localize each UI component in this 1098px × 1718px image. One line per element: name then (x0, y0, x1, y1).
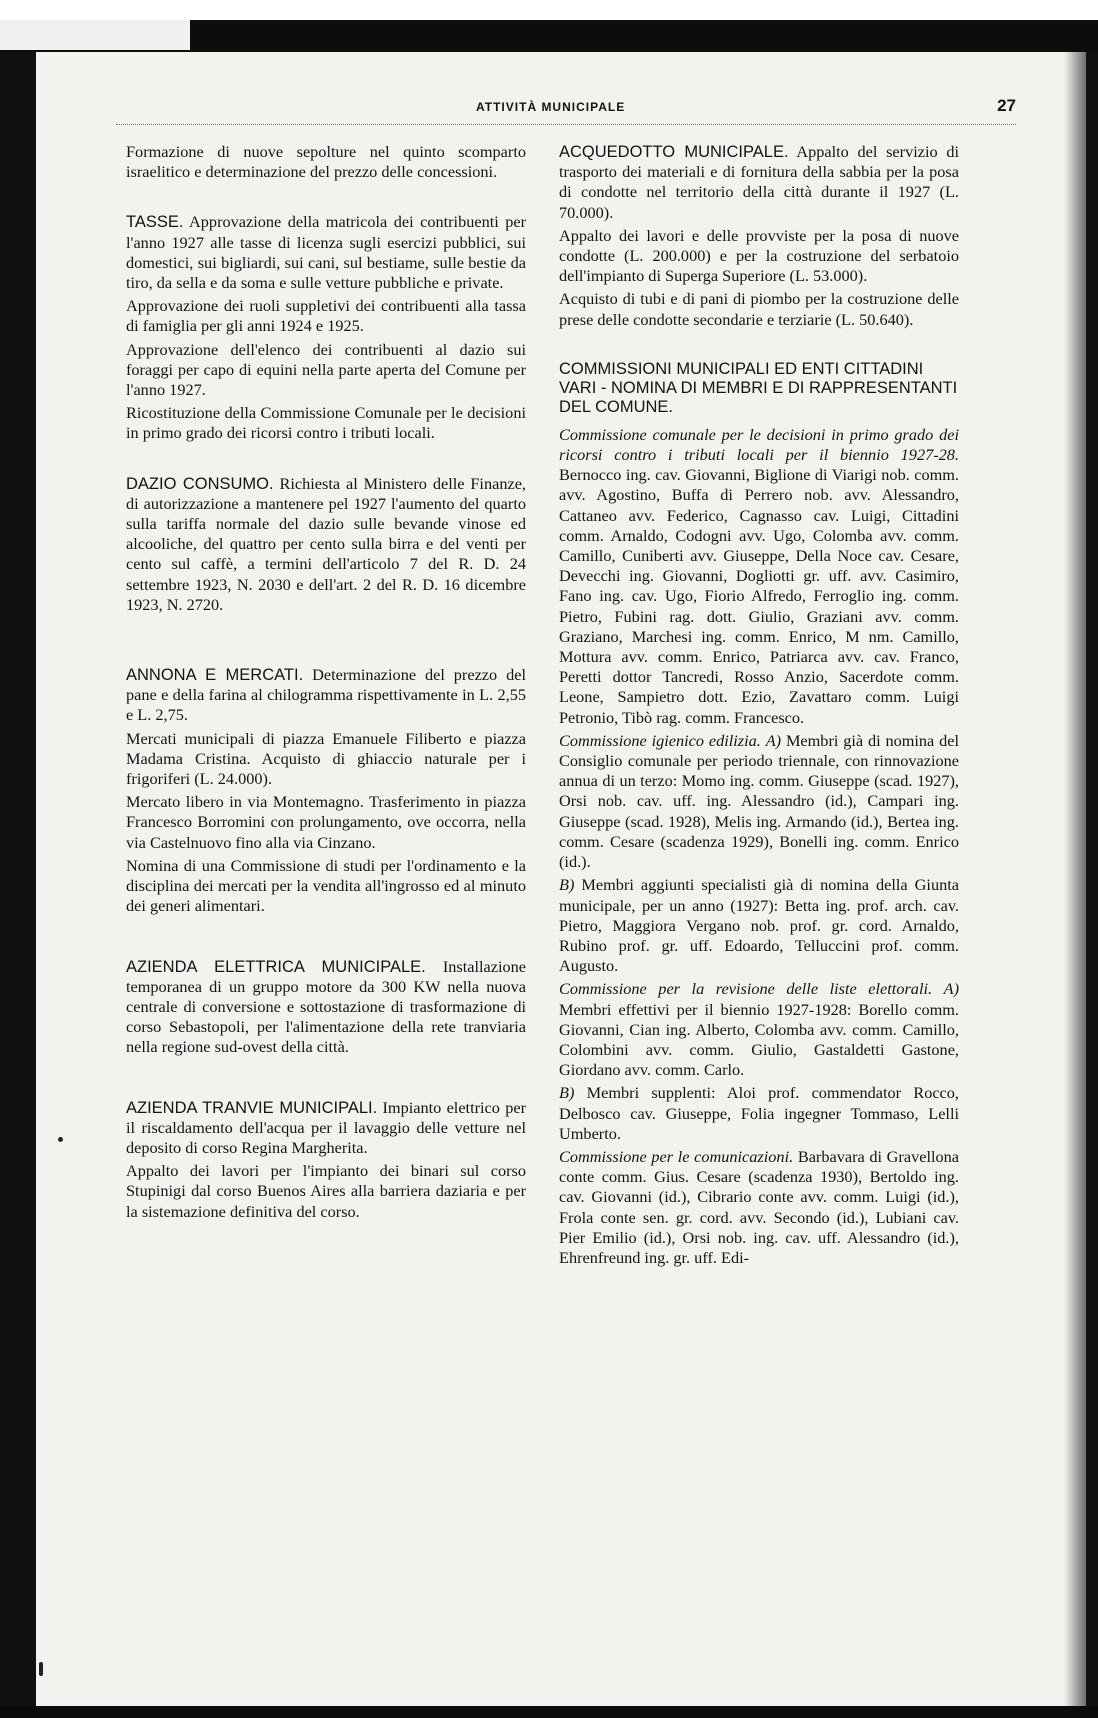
tributi-text: Bernocco ing. cav. Giovanni, Biglione di Viarigi nob. comm. avv. Agostino, Buffa di Perrero nob. avv. Alessandro, Cattaneo avv. Federico, Cagnasso cav. Luigi, Cittadini comm. Arnaldo, Codogni avv. Ugo, Colomba avv. comm. Camillo, Cuniberti avv. Giuseppe, Della Noce cav. Cesare, Devecchi ing. Giovanni, Dogliotti gr. uff. avv. Casimiro, Fano ing. cav. Ugo, Fiorio Alfredo, Ferroglio ing. comm. Pietro, Fubini rag. dott. Giulio, Graziani avv. comm. Graziano, Marchesi ing. comm. Enrico, M nm. Camillo, Mottura avv. comm. Enrico, Patriarca avv. cav. Franco, Peretti dottor Tancredi, Rosso Anzio, Sacerdote comm. Leone, Sampietro dott. Ezio, Zavattaro comm. Luigi Petronio, Tibò rag. comm. Francesco. (559, 465, 959, 727)
dazio-paragraph-1 (126, 474, 526, 615)
tasse-text-1: Approvazione della matricola dei contribuenti per l'anno 1927 alle tasse di licenza sugli esercizi pubblici, sui domestici, sui bigliardi, sui cani, sul bestiame, sulle bestie da tiro, da sella e da soma e sulle vetture pubbliche e private. (126, 212, 527, 293)
liste-a-label: A) (943, 979, 959, 999)
comunicazioni-text: Barbavara di Gravellona conte comm. Gius. Cesare (scadenza 1930), Bertoldo ing. cav. Giovanni (id.), Cibrario conte avv. comm. Luigi (id.), Frola conte sen. gr. cord. avv. Secondo (id.), Lubiani cav. Pier Emilio (id.), Orsi nob. ing. cav. uff. Alessandro (id.), Ehrenfreund ing. gr. uff. Edi- (559, 1146, 960, 1267)
scan-top-border (0, 0, 1098, 52)
document-page (36, 52, 1086, 1706)
tranvie-paragraph-2: Appalto dei lavori per l'impianto dei binari sul corso Stupinigi dal corso Buenos Aires alla barriera daziaria e per la sistemazione definitiva del corso. (126, 1161, 526, 1221)
scan-speck (39, 1662, 43, 1676)
scan-speck (58, 1137, 63, 1142)
intro-paragraph: Formazione di nuove sepolture nel quinto scomparto israelitico e determinazione del prezzo delle concessioni. (126, 142, 526, 182)
right-column (559, 142, 959, 1271)
left-column (126, 142, 526, 1225)
tasse-paragraph-3: Approvazione dell'elenco dei contribuenti al dazio sui foraggi per capo di equini nella parte aperta del Comune per l'anno 1927. (126, 339, 526, 400)
annona-text-1: Determinazione del prezzo del pane e della farina al chilogramma rispettivamente in L. 2,55 e L. 2,75. (126, 665, 526, 725)
annona-paragraph-2: Mercati municipali di piazza Emanuele Filiberto e piazza Madama Cristina. Acquisto di ghiaccio naturale per i frigoriferi (L. 24.000). (126, 728, 526, 789)
section-heading-dazio: DAZIO CONSUMO. (126, 474, 274, 493)
annona-paragraph-4: Nomina di una Commissione di studi per l'ordinamento e la disciplina dei mercati per la vendita all'ingrosso ed al minuto dei generi alimentari. (126, 855, 526, 916)
acquedotto-paragraph-2: Appalto dei lavori e delle provviste per la posa di nuove condotte (L. 200.000) e per la costruzione del serbatoio dell'impianto di Superga Superiore (L. 53.000). (559, 225, 959, 286)
acquedotto-paragraph-1 (559, 142, 959, 223)
annona-paragraph-1 (126, 665, 526, 726)
liste-paragraph-a (559, 979, 959, 1080)
liste-a-text: Membri effettivi per il biennio 1927-1928: Borello comm. Giovanni, Cian ing. Alberto, Colomba avv. comm. Camillo, Colombini avv. comm. Giulio, Gastaldetti Gastone, Giordano avv. comm. Carlo. (559, 999, 959, 1080)
section-heading-commissioni: COMMISSIONI MUNICIPALI ED ENTI CITTADINI VARI - NOMINA DI MEMBRI E DI RAPPRESENTANTI DEL COMUNE. (559, 359, 958, 416)
tributi-paragraph (559, 425, 959, 728)
running-header (116, 92, 1016, 125)
elettrica-text-1: Installazione temporanea di un gruppo motore da 300 KW nella nuova centrale di conversione e sottostazione di trasformazione di corso Sebastopoli, per l'alimentazione della rete tranviaria nella regione sud-ovest della città. (126, 956, 526, 1057)
scan-bottom-border (0, 1706, 1098, 1718)
tranvie-text-1: Impianto elettrico per il riscaldamento dell'acqua per il lavaggio delle vetture nel deposito di corso Regina Margherita. (126, 1097, 526, 1157)
igienico-title: Commissione igienico edilizia. (559, 730, 761, 750)
tasse-paragraph-2: Approvazione dei ruoli suppletivi dei contribuenti alla tassa di famiglia per gli anni 1924 e 1925. (126, 296, 526, 336)
section-heading-annona: ANNONA E MERCATI. (126, 666, 304, 685)
acquedotto-paragraph-3: Acquisto di tubi e di pani di piombo per la costruzione delle prese delle condotte secondarie e terziarie (L. 50.640). (559, 289, 959, 329)
liste-b-text: Membri supplenti: Aloi prof. commendator Rocco, Delbosco cav. Giuseppe, Folia ingegner Tommaso, Lelli Umberto. (559, 1083, 959, 1143)
acquedotto-text-1: Appalto del servizio di trasporto dei materiali e di fornitura della sabbia per la posa di condotte nel territorio della città durante il 1927 (L. 70.000). (559, 142, 960, 222)
dazio-text-1: Richiesta al Ministero delle Finanze, di autorizzazione a mantenere pel 1927 l'aumento del quarto sulla tariffa normale del dazio sulle bevande vinose ed alcooliche, del quattro per cento sulla birra e del venti per cento sul caffè, a termini dell'articolo 7 del R. D. 24 settembre 1923, N. 2030 e dell'art. 2 del R. D. 16 dicembre 1923, N. 2720. (126, 473, 526, 614)
section-heading-tranvie: AZIENDA TRANVIE MUNICIPALI. (126, 1098, 378, 1117)
tasse-paragraph-4: Ricostituzione della Commissione Comunale per le decisioni in primo grado dei ricorsi contro i tributi locali. (126, 403, 526, 443)
tasse-paragraph-1 (126, 212, 526, 293)
igienico-paragraph-a (559, 731, 959, 872)
tributi-title: Commissione comunale per le decisioni in primo grado dei ricorsi contro i tributi locali per il biennio 1927-28. (559, 424, 959, 465)
igienico-a-text: Membri già di nomina del Consiglio comunale per periodo triennale, con rinnovazione annua di un terzo: Momo ing. comm. Giuseppe (scad. 1927), Orsi nob. cav. uff. ing. Alessandro (id.), Campari ing. Giuseppe (scad. 1928), Melis ing. Armando (id.), Bertea ing. comm. Cesare (scadenza 1929), Bonelli ing. comm. Enrico (id.). (559, 730, 960, 872)
igienico-a-label: A) (765, 730, 782, 750)
igienico-b-label: B) (559, 875, 575, 895)
tranvie-paragraph-1 (126, 1098, 526, 1159)
liste-paragraph-b (559, 1083, 959, 1144)
liste-title: Commissione per la revisione delle liste elettorali. (559, 979, 933, 999)
section-heading-acquedotto: ACQUEDOTTO MUNICIPALE. (559, 143, 789, 161)
running-title: ATTIVITÀ MUNICIPALE (476, 100, 626, 114)
page-edge-shadow (1064, 52, 1086, 1706)
liste-b-label: B) (559, 1083, 575, 1103)
section-heading-elettrica: AZIENDA ELETTRICA MUNICIPALE. (126, 957, 426, 976)
comunicazioni-paragraph (559, 1147, 959, 1268)
comunicazioni-title: Commissione per le comunicazioni. (559, 1146, 794, 1166)
page-number: 27 (997, 96, 1016, 115)
section-heading-tasse: TASSE. (126, 213, 184, 232)
igienico-b-text: Membri aggiunti specialisti già di nomina della Giunta municipale, per un anno (1927): Betta ing. prof. arch. cav. Pietro, Maggiora Vergano nob. prof. gr. cord. Arnaldo, Rubino prof. gr. uff. Edoardo, Telluccini prof. comm. Augusto. (559, 875, 959, 976)
igienico-paragraph-b (559, 875, 959, 976)
scan-paper-lip (0, 20, 190, 50)
elettrica-paragraph-1 (126, 957, 526, 1058)
annona-paragraph-3: Mercato libero in via Montemagno. Trasferimento in piazza Francesco Borromini con prolungamento, ove occorra, nella via Castelnuovo fino alla via Cinzano. (126, 792, 526, 852)
